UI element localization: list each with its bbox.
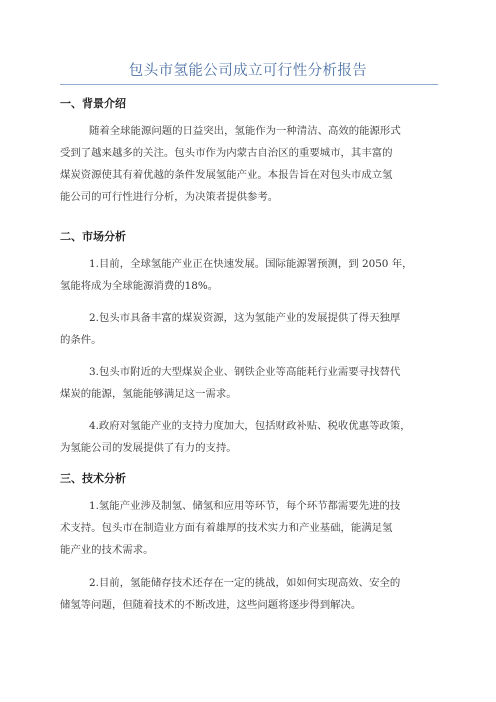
paragraph-line: 氢能将成为全球能源消费的18%。 bbox=[60, 280, 219, 292]
paragraph-market-2 bbox=[60, 307, 438, 351]
paragraph-market-4 bbox=[60, 415, 438, 459]
paragraph-line: 能产业的技术需求。 bbox=[60, 544, 154, 556]
paragraph-market-3 bbox=[60, 361, 438, 405]
paragraph-line: 能公司的可行性进行分析，为决策者提供参考。 bbox=[60, 191, 279, 203]
paragraph-line: 为氢能公司的发展提供了有力的支持。 bbox=[60, 442, 237, 454]
paragraph-technology-2 bbox=[60, 572, 438, 616]
document-title: 包头市氢能公司成立可行性分析报告 bbox=[128, 63, 368, 79]
paragraph-line: 随着全球能源问题的日益突出，氢能作为一种清洁、高效的能源形式 bbox=[89, 125, 401, 137]
section-heading-market: 二、市场分析 bbox=[60, 230, 126, 243]
paragraph-market-1 bbox=[60, 253, 438, 297]
title-underline bbox=[60, 84, 438, 85]
paragraph-line: 2.包头市具备丰富的煤炭资源，这为氢能产业的发展提供了得天独厚 bbox=[89, 312, 401, 324]
paragraph-line: 2.目前，氢能储存技术还存在一定的挑战，如如何实现高效、安全的 bbox=[89, 577, 401, 589]
paragraph-technology-1 bbox=[60, 495, 438, 561]
paragraph-background-intro bbox=[60, 120, 438, 208]
section-heading-background: 一、背景介绍 bbox=[60, 97, 126, 110]
paragraph-line: 1.氢能产业涉及制氢、储氢和应用等环节，每个环节都需要先进的技 bbox=[89, 500, 401, 512]
paragraph-line: 煤炭的能源，氢能能够满足这一需求。 bbox=[60, 388, 237, 400]
paragraph-line: 煤炭资源使其有着优越的条件发展氢能产业。本报告旨在对包头市成立氢 bbox=[60, 169, 393, 181]
paragraph-line: 3.包头市附近的大型煤炭企业、钢铁企业等高能耗行业需要寻找替代 bbox=[89, 366, 401, 378]
paragraph-line: 术支持。包头市在制造业方面有着雄厚的技术实力和产业基础，能满足氢 bbox=[60, 522, 393, 534]
paragraph-line: 4.政府对氢能产业的支持力度加大，包括财政补贴、税收优惠等政策， bbox=[89, 420, 411, 432]
paragraph-line: 储氢等问题，但随着技术的不断改进，这些问题将逐步得到解决。 bbox=[60, 599, 362, 611]
paragraph-line: 受到了越来越多的关注。包头市作为内蒙古自治区的重要城市，其丰富的 bbox=[60, 147, 393, 159]
paragraph-line: 1.目前，全球氢能产业正在快速发展。国际能源署预测，到 2050 年， bbox=[89, 258, 413, 270]
paragraph-line: 的条件。 bbox=[60, 334, 102, 346]
section-heading-technology: 三、技术分析 bbox=[60, 472, 126, 485]
